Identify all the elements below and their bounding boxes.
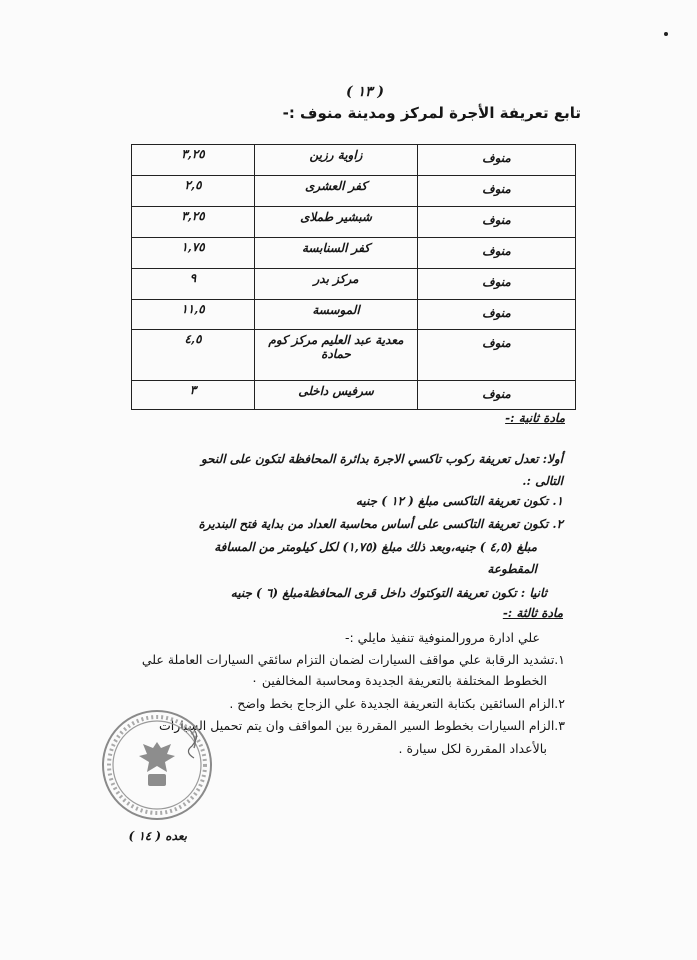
table-row [132,145,576,176]
place-cell: شبشير طملاى [255,207,418,238]
table-row [132,238,576,269]
page-heading: تابع تعريفة الأجرة لمركز ومدينة منوف :- [282,104,581,122]
article3-title: مادة ثالثة :- [502,606,563,620]
table-row [132,330,576,381]
governorate-cell: منوف [418,238,576,269]
fare-cell: ٣,٢٥ [132,145,255,176]
article2-item: ١. تكون تعريفة التاكسى مبلغ ( ١٢ ) جنيه [355,494,563,508]
article2-first-line: التالى :. [522,474,563,488]
table-row [132,269,576,300]
article3-item-line: الخطوط المختلفة بالتعريفة الجديدة ومحاسبة المخالفين ٠ [251,673,547,688]
governorate-cell: منوف [418,207,576,238]
official-stamp [98,706,216,824]
table-row [132,176,576,207]
table-row [132,207,576,238]
governorate-cell: منوف [418,269,576,300]
table-row [132,300,576,330]
article3-intro: علي ادارة مرورالمنوفية تنفيذ مايلي :- [344,630,540,645]
fare-cell: ١,٧٥ [132,238,255,269]
fare-cell: ١١,٥ [132,300,255,330]
article2-item-line: مبلغ (٤,٥ ) جنيه،وبعد ذلك مبلغ (١,٧٥) لكل كيلومتر من المسافة [214,540,537,554]
article3-item: ٣.الزام السيارات بخطوط السير المقررة بين المواقف وان يتم تحميل السيارات [158,718,565,733]
article2-title: مادة ثانية :- [505,411,565,425]
place-cell [255,330,418,381]
place-cell: زاوية رزين [255,145,418,176]
article2-item: ٢. تكون تعريفة التاكسى على أساس محاسبة العداد من بداية فتح البنديرة [198,517,563,531]
place-cell: كفر السنابسة [255,238,418,269]
place-cell: سرفيس داخلى [255,381,418,410]
fare-cell: ٣,٢٥ [132,207,255,238]
place-cell: الموسسة [255,300,418,330]
article3-item: ٢.الزام السائقين بكتابة التعريفة الجديدة علي الزجاج بخط واضح . [229,696,565,711]
fare-cell: ٤,٥ [132,330,255,381]
place-cell: كفر العشرى [255,176,418,207]
governorate-cell: منوف [418,176,576,207]
eagle-icon [139,742,175,786]
article2-item-line: المقطوعة [487,562,537,576]
fare-cell: ٣ [132,381,255,410]
governorate-cell: منوف [418,145,576,176]
table-row [132,381,576,410]
governorate-cell: منوف [418,381,576,410]
article2-second: ثانيا : تكون تعريفة التوكتوك داخل قرى المحافظةمبلغ (٦ ) جنيه [230,586,547,600]
place-cell: مركز بدر [255,269,418,300]
footer-continuation: بعده ( ١٤ ) [128,829,187,843]
place-line: حمادة [321,347,351,361]
fare-cell: ٩ [132,269,255,300]
governorate-cell: منوف [418,330,576,381]
place-line: معدية عبد العليم مركز كوم [268,333,404,347]
fares-table [131,144,576,410]
article3-item: ١.تشديد الرقابة علي مواقف السيارات لضمان التزام سائقي السيارات العاملة علي [141,652,565,667]
corner-mark [664,32,668,36]
article3-item-line: بالأعداد المقررة لكل سيارة . [398,741,547,756]
fare-cell: ٢,٥ [132,176,255,207]
governorate-cell: منوف [418,300,576,330]
article2-first-line: أولا: تعدل تعريفة ركوب تاكسي الاجرة بدائرة المحافظة لتكون على النحو [200,452,563,466]
page-number: ( ١٣ ) [345,84,385,100]
